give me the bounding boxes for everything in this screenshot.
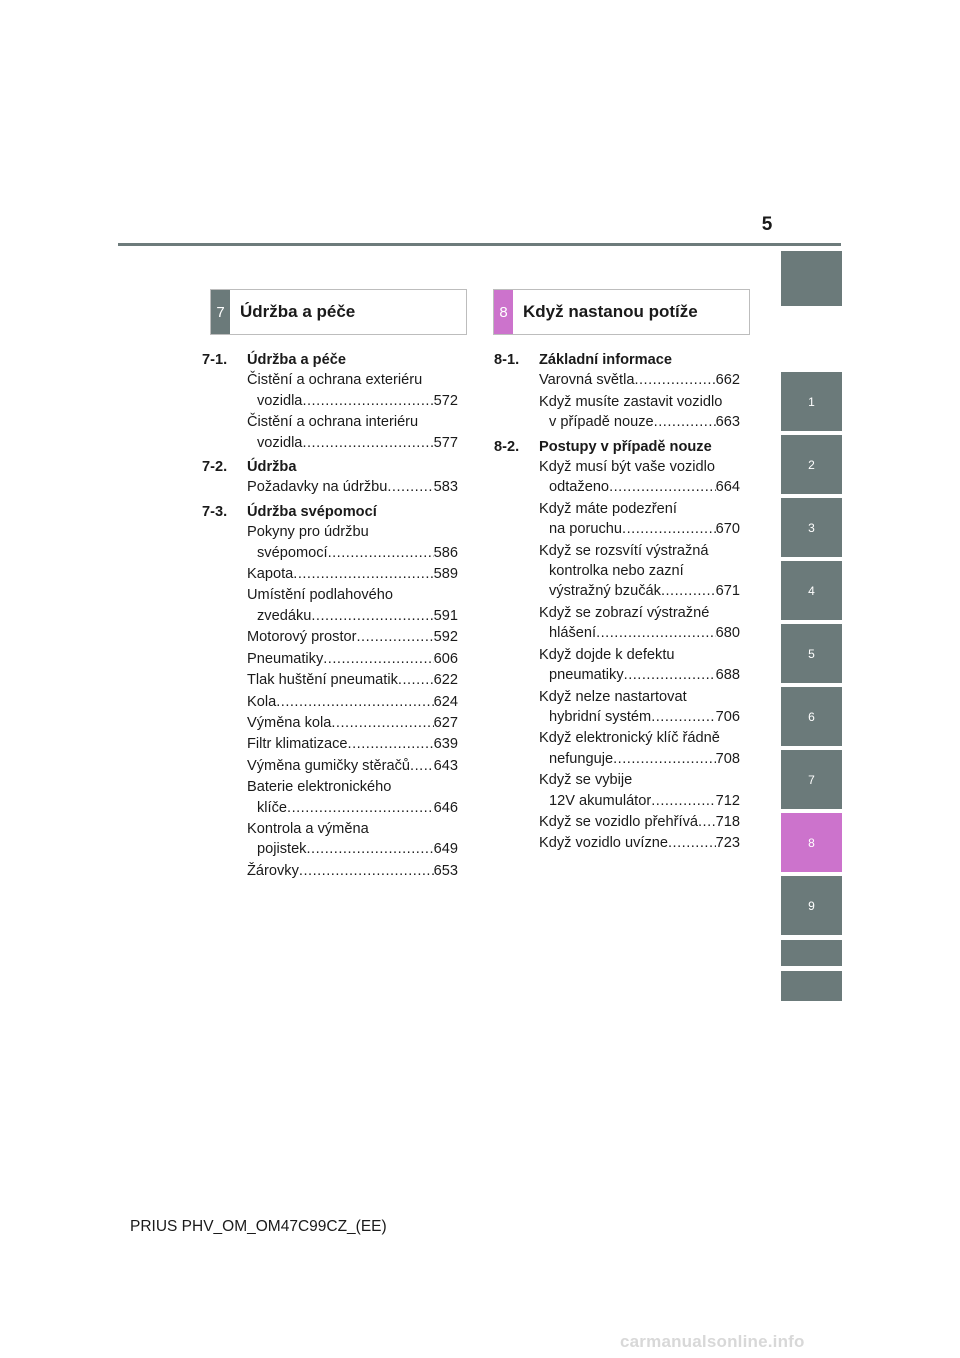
entry-text: Když máte podezření: [539, 500, 677, 517]
toc-entry[interactable]: [539, 457, 740, 498]
toc-entry[interactable]: [539, 770, 740, 811]
chapter-title: Základní informace: [539, 352, 673, 368]
entry-line: [247, 713, 458, 733]
entry-line: [247, 692, 458, 712]
entry-line: [247, 477, 458, 497]
chapter-tab-7[interactable]: 7: [781, 750, 842, 809]
toc-entry[interactable]: [539, 392, 740, 433]
entry-text: svépomocí: [257, 544, 328, 561]
entry-line: [247, 861, 458, 881]
chapter-tab-blank[interactable]: [781, 940, 842, 966]
entry-line: [539, 665, 740, 685]
leader-dots: [398, 670, 434, 690]
chapter-title: Údržba svépomocí: [247, 503, 377, 520]
page-ref: 639: [433, 736, 458, 753]
page-ref: 646: [433, 799, 458, 816]
page-ref: 572: [433, 392, 458, 409]
toc-entry[interactable]: [539, 370, 740, 390]
section-header-8: [493, 289, 750, 335]
entry-text: kontrolka nebo zazní: [549, 563, 684, 580]
leader-dots: [287, 798, 434, 818]
entry-text: 12V akumulátor: [549, 792, 652, 809]
entry-line: [247, 606, 458, 626]
entry-line: [247, 649, 458, 669]
chapter-code: 8-1.: [494, 352, 520, 368]
entry-line: [247, 839, 458, 859]
entry-text: v případě nouze: [549, 414, 654, 431]
entry-text: Filtr klimatizace: [247, 736, 348, 753]
leader-dots: [410, 756, 434, 776]
entry-line: [247, 627, 458, 647]
leader-dots: [306, 839, 433, 859]
page-ref: 664: [715, 479, 740, 496]
toc-chapter-heading: [202, 457, 458, 477]
watermark: carmanualsonline.info: [620, 1332, 805, 1351]
chapter-tab-blank[interactable]: [781, 251, 842, 306]
toc-entry[interactable]: [247, 412, 458, 453]
entry-text: nefunguje: [549, 750, 614, 767]
page-ref: 718: [715, 813, 740, 830]
toc-entry[interactable]: [539, 499, 740, 540]
page-ref: 723: [715, 835, 740, 852]
entry-text: vozidla: [257, 392, 303, 409]
entry-text: odtaženo: [549, 479, 610, 496]
entry-text: Když elektronický klíč řádně: [539, 730, 720, 747]
toc-entry[interactable]: [247, 777, 458, 818]
entry-line: [247, 543, 458, 563]
page-ref: 606: [433, 650, 458, 667]
page-ref: 662: [715, 372, 740, 389]
leader-dots: [328, 543, 434, 563]
page-ref: 670: [715, 521, 740, 538]
toc-entry[interactable]: [247, 627, 458, 647]
entry-text: Když musí být vaše vozidlo: [539, 459, 716, 476]
entry-line: [539, 477, 740, 497]
toc-chapter-group: [494, 437, 740, 854]
chapter-tab-8[interactable]: 8: [781, 813, 842, 872]
chapter-code: 7-1.: [202, 352, 228, 368]
entry-line: [539, 623, 740, 643]
entry-text: Žárovky: [247, 862, 299, 879]
entry-text: Varovná světla: [539, 372, 635, 389]
toc-right-column: [494, 350, 740, 858]
entry-line: [247, 433, 458, 453]
chapter-tab-1[interactable]: 1: [781, 372, 842, 431]
leader-dots: [698, 812, 716, 832]
leader-dots: [331, 713, 433, 733]
toc-entry[interactable]: [247, 564, 458, 584]
entry-text: Když se zobrazí výstražné: [539, 604, 710, 621]
header-rule: [118, 243, 841, 246]
toc-entry[interactable]: [247, 756, 458, 776]
entry-text: Když se vybije: [539, 772, 633, 789]
section-number: 8: [494, 290, 513, 334]
page-ref: 706: [715, 708, 740, 725]
entry-line: [539, 791, 740, 811]
page-ref: 591: [433, 607, 458, 624]
chapter-tab-4[interactable]: 4: [781, 561, 842, 620]
entry-text: Když se rozsvítí výstražná: [539, 542, 709, 559]
entry-line: [539, 370, 740, 390]
chapter-tab-9[interactable]: 9: [781, 876, 842, 935]
toc-entry[interactable]: [539, 728, 740, 769]
page-ref: 649: [433, 841, 458, 858]
toc-chapter-heading: [494, 437, 740, 457]
entry-line: [539, 833, 740, 853]
leader-dots: [357, 627, 434, 647]
toc-entry[interactable]: [247, 861, 458, 881]
entry-text: Když se vozidlo přehřívá: [539, 813, 698, 830]
page-ref: 671: [715, 583, 740, 600]
entry-text: Čistění a ochrana exteriéru: [247, 372, 423, 389]
toc-entry[interactable]: [247, 649, 458, 669]
page-ref: 627: [433, 714, 458, 731]
page-ref: 688: [715, 667, 740, 684]
toc-chapter-group: [202, 457, 458, 498]
entry-text: Požadavky na údržbu: [247, 479, 388, 496]
toc-entry[interactable]: [539, 645, 740, 686]
entry-text: Když musíte zastavit vozidlo: [539, 393, 723, 410]
page-ref: 586: [433, 544, 458, 561]
leader-dots: [613, 749, 716, 769]
toc-chapter-heading: [202, 502, 458, 522]
page-ref: 708: [715, 750, 740, 767]
leader-dots: [323, 649, 433, 669]
entry-line: [539, 749, 740, 769]
leader-dots: [622, 519, 716, 539]
entry-line: [247, 734, 458, 754]
page-ref: 680: [715, 625, 740, 642]
entry-line: [247, 798, 458, 818]
entry-text: Pokyny pro údržbu: [247, 524, 369, 541]
entry-text: pneumatiky: [549, 667, 624, 684]
leader-dots: [634, 370, 715, 390]
section-title: Údržba a péče: [240, 302, 356, 321]
entry-text: Kapota: [247, 566, 294, 583]
page-number: 5: [761, 214, 773, 235]
footer-code: PRIUS PHV_OM_OM47C99CZ_(EE): [130, 1218, 387, 1235]
chapter-code: 7-2.: [202, 459, 228, 476]
leader-dots: [302, 433, 433, 453]
chapter-title: Údržba a péče: [247, 352, 346, 368]
entry-text: Kola: [247, 693, 277, 710]
leader-dots: [651, 707, 715, 727]
leader-dots: [276, 692, 433, 712]
leader-dots: [654, 412, 716, 432]
entry-line: [247, 391, 458, 411]
page-ref: 663: [715, 414, 740, 431]
entry-text: Tlak huštění pneumatik: [247, 672, 398, 689]
leader-dots: [596, 623, 716, 643]
entry-text: Kontrola a výměna: [247, 820, 369, 837]
leader-dots: [624, 665, 716, 685]
toc-entry[interactable]: [539, 833, 740, 853]
leader-dots: [651, 791, 715, 811]
toc-chapter-heading: [494, 350, 740, 370]
entry-text: vozidla: [257, 434, 303, 451]
section-title: Když nastanou potíže: [523, 302, 698, 321]
leader-dots: [299, 861, 434, 881]
page-ref: 712: [715, 792, 740, 809]
entry-text: výstražný bzučák: [549, 583, 661, 600]
entry-line: [539, 581, 740, 601]
toc-entry[interactable]: [247, 734, 458, 754]
leader-dots: [387, 477, 433, 497]
leader-dots: [668, 833, 716, 853]
entry-text: na poruchu: [549, 521, 623, 538]
entry-text: Výměna gumičky stěračů: [247, 757, 411, 774]
entry-text: Pneumatiky: [247, 650, 324, 667]
entry-line: [539, 412, 740, 432]
leader-dots: [302, 391, 433, 411]
entry-text: zvedáku: [257, 607, 312, 624]
entry-text: Čistění a ochrana interiéru: [247, 414, 419, 431]
toc-chapter-group: [494, 350, 740, 433]
entry-text: Umístění podlahového: [247, 587, 394, 604]
entry-text: hybridní systém: [549, 708, 652, 725]
chapter-title: Postupy v případě nouze: [539, 438, 712, 455]
page-ref: 592: [433, 629, 458, 646]
entry-text: Baterie elektronického: [247, 779, 392, 796]
toc-entry[interactable]: [247, 670, 458, 690]
chapter-code: 7-3.: [202, 503, 228, 520]
toc-entry[interactable]: [539, 687, 740, 728]
leader-dots: [661, 581, 716, 601]
toc-entry[interactable]: [247, 692, 458, 712]
toc-entry[interactable]: [539, 541, 740, 602]
entry-text: hlášení: [549, 625, 597, 642]
chapter-tab-blank[interactable]: [781, 971, 842, 1001]
page-ref: 622: [433, 672, 458, 689]
toc-chapter-heading: [202, 350, 458, 370]
entry-text: Motorový prostor: [247, 629, 357, 646]
page-ref: 583: [433, 479, 458, 496]
chapter-tab-3[interactable]: 3: [781, 498, 842, 557]
section-header-7: [210, 289, 467, 335]
entry-text: klíče: [257, 799, 288, 816]
entry-text: pojistek: [257, 841, 307, 858]
section-number: 7: [211, 290, 230, 334]
chapter-tab-6[interactable]: 6: [781, 687, 842, 746]
page-ref: 643: [433, 757, 458, 774]
toc-entry[interactable]: [247, 522, 458, 563]
entry-line: [247, 756, 458, 776]
entry-line: [539, 812, 740, 832]
entry-line: [539, 707, 740, 727]
leader-dots: [609, 477, 716, 497]
entry-text: Když dojde k defektu: [539, 646, 675, 663]
toc-entry[interactable]: [539, 812, 740, 832]
page-ref: 589: [433, 566, 458, 583]
toc-entry[interactable]: [247, 585, 458, 626]
toc-chapter-group: [202, 502, 458, 881]
entry-text: Výměna kola: [247, 714, 332, 731]
entry-text: Když vozidlo uvízne: [539, 835, 668, 852]
toc-left-column: [202, 350, 458, 885]
toc-entry[interactable]: [247, 819, 458, 860]
page-ref: 624: [433, 693, 458, 710]
entry-line: [247, 564, 458, 584]
toc-entry[interactable]: [247, 370, 458, 411]
toc-entry[interactable]: [539, 603, 740, 644]
chapter-title: Údržba: [247, 459, 297, 476]
toc-chapter-group: [202, 350, 458, 453]
chapter-tab-2[interactable]: 2: [781, 435, 842, 494]
entry-line: [247, 670, 458, 690]
toc-entry[interactable]: [247, 713, 458, 733]
chapter-tab-5[interactable]: 5: [781, 624, 842, 683]
leader-dots: [348, 734, 434, 754]
leader-dots: [311, 606, 433, 626]
chapter-code: 8-2.: [494, 438, 520, 455]
leader-dots: [293, 564, 433, 584]
entry-line: [539, 519, 740, 539]
page-ref: 653: [433, 862, 458, 879]
toc-entry[interactable]: [247, 477, 458, 497]
entry-text: Když nelze nastartovat: [539, 688, 687, 705]
page-ref: 577: [433, 434, 458, 451]
